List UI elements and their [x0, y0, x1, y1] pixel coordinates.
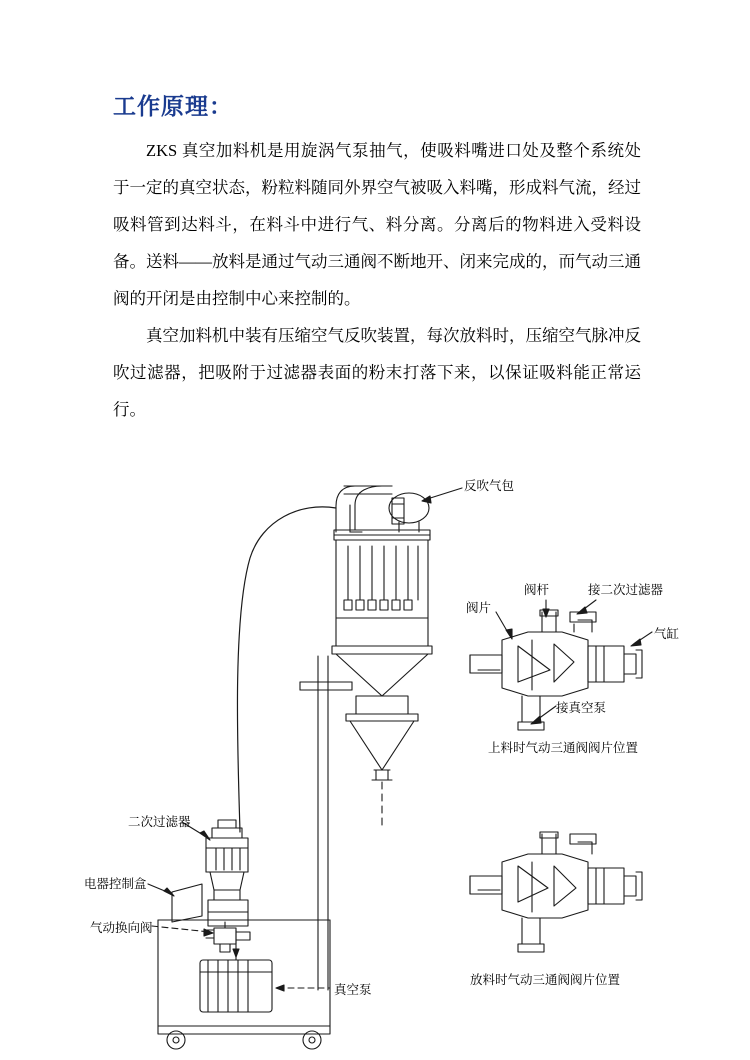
label-secondary-filter: 二次过滤器 — [128, 815, 191, 829]
label-valve-stem: 阀杆 — [524, 583, 550, 597]
caption-feeding-position: 上料时气动三通阀阀片位置 — [488, 741, 639, 755]
equipment-diagram — [0, 460, 750, 1060]
label-vacuum-pump: 真空泵 — [334, 983, 372, 997]
label-to-secondary-filter: 接二次过滤器 — [588, 583, 664, 597]
label-air-cylinder: 气缸 — [654, 627, 680, 641]
label-to-vacuum-pump: 接真空泵 — [556, 701, 607, 715]
caption-discharging-position: 放料时气动三通阀阀片位置 — [470, 973, 621, 987]
paragraph-2: 真空加料机中装有压缩空气反吹装置，每次放料时，压缩空气脉冲反吹过滤器，把吸附于过滤器表面的粉末打落下来，以保证吸料能正常运行。 — [113, 326, 641, 419]
label-electric-control-box: 电器控制盒 — [84, 877, 147, 891]
label-blowback-tank: 反吹气包 — [464, 479, 515, 493]
body-text — [113, 132, 641, 428]
paragraph-1: ZKS 真空加料机是用旋涡气泵抽气，使吸料嘴进口处及整个系统处于一定的真空状态，粉粒料随同外界空气被吸入料嘴，形成料气流，经过吸料管到达料斗，在料斗中进行气、料分离。分离后的物料进入受料设备。送料——放料是通过气动三通阀不断地开、闭来完成的，而气动三通阀的开闭是由控制中心来控制的。 — [113, 141, 641, 308]
secondary-filter-cap — [206, 838, 248, 848]
label-valve-plate: 阀片 — [466, 601, 492, 615]
label-pneumatic-reversing-valve: 气动换向阀 — [90, 921, 153, 935]
page-title: 工作原理： — [113, 93, 233, 119]
diagram-drawing — [0, 460, 750, 1060]
